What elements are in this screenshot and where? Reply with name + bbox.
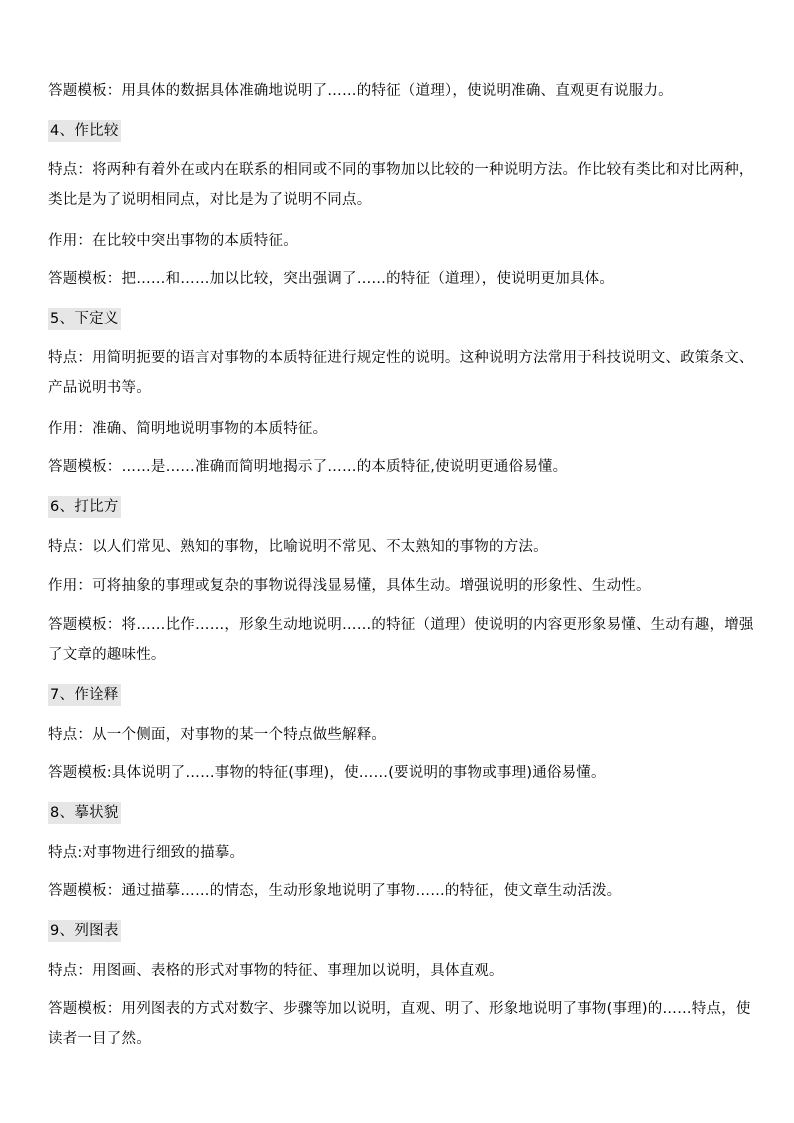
text-line: 特点：以人们常见、熟知的事物，比喻说明不常见、不太熟知的事物的方法。 bbox=[48, 539, 548, 555]
text-line: 答题模板：通过描摹……的情态，生动形象地说明了事物……的特征，使文章生动活泼。 bbox=[48, 883, 622, 899]
section-heading-interpretation: 7、作诠释 bbox=[48, 684, 121, 706]
text-line: 答题模板：把……和……加以比较，突出强调了……的特征（道理），使说明更加具体。 bbox=[48, 271, 615, 287]
text-line: 答题模板：用具体的数据具体准确地说明了……的特征（道理），使说明准确、直观更有说服力。 bbox=[48, 83, 673, 99]
section-heading-definition: 5、下定义 bbox=[48, 308, 121, 330]
section-heading-description: 8、摹状貌 bbox=[48, 802, 121, 824]
text-line: 作用：在比较中突出事物的本质特征。 bbox=[48, 233, 298, 249]
text-line: 答题模板：……是……准确而简明地揭示了……的本质特征,使说明更通俗易懂。 bbox=[48, 459, 568, 475]
text-line: 特点：从一个侧面，对事物的某一个特点做些解释。 bbox=[48, 727, 387, 743]
text-line: 特点：用图画、表格的形式对事物的特征、事理加以说明，具体直观。 bbox=[48, 963, 504, 979]
text-line: 作用：准确、简明地说明事物的本质特征。 bbox=[48, 421, 328, 437]
section-heading-chart: 9、列图表 bbox=[48, 920, 121, 942]
paragraph: 答题模板：将……比作……，形象生动地说明……的特征（道理）使说明的内容更形象易懂、生动有趣，增强了文章的趣味性。 bbox=[48, 617, 754, 663]
section-heading-compare: 4、作比较 bbox=[48, 120, 121, 142]
section-heading-metaphor: 6、打比方 bbox=[48, 496, 121, 518]
paragraph: 特点：将两种有着外在或内在联系的相同或不同的事物加以比较的一种说明方法。作比较有类比和对比两种，类比是为了说明相同点，对比是为了说明不同点。 bbox=[48, 162, 754, 208]
text-line: 答题模板:具体说明了……事物的特征(事理)，使……(要说明的事物或事理)通俗易懂。 bbox=[48, 765, 606, 781]
text-line: 作用：可将抽象的事理或复杂的事物说得浅显易懂，具体生动。增强说明的形象性、生动性。 bbox=[48, 578, 651, 594]
paragraph: 特点：用简明扼要的语言对事物的本质特征进行规定性的说明。这种说明方法常用于科技说明文、政策条文、产品说明书等。 bbox=[48, 350, 754, 396]
text-line: 特点:对事物进行细致的描摹。 bbox=[48, 845, 245, 861]
paragraph: 答题模板：用列图表的方式对数字、步骤等加以说明，直观、明了、形象地说明了事物(事理)的……特点，使读者一目了然。 bbox=[48, 1001, 751, 1047]
